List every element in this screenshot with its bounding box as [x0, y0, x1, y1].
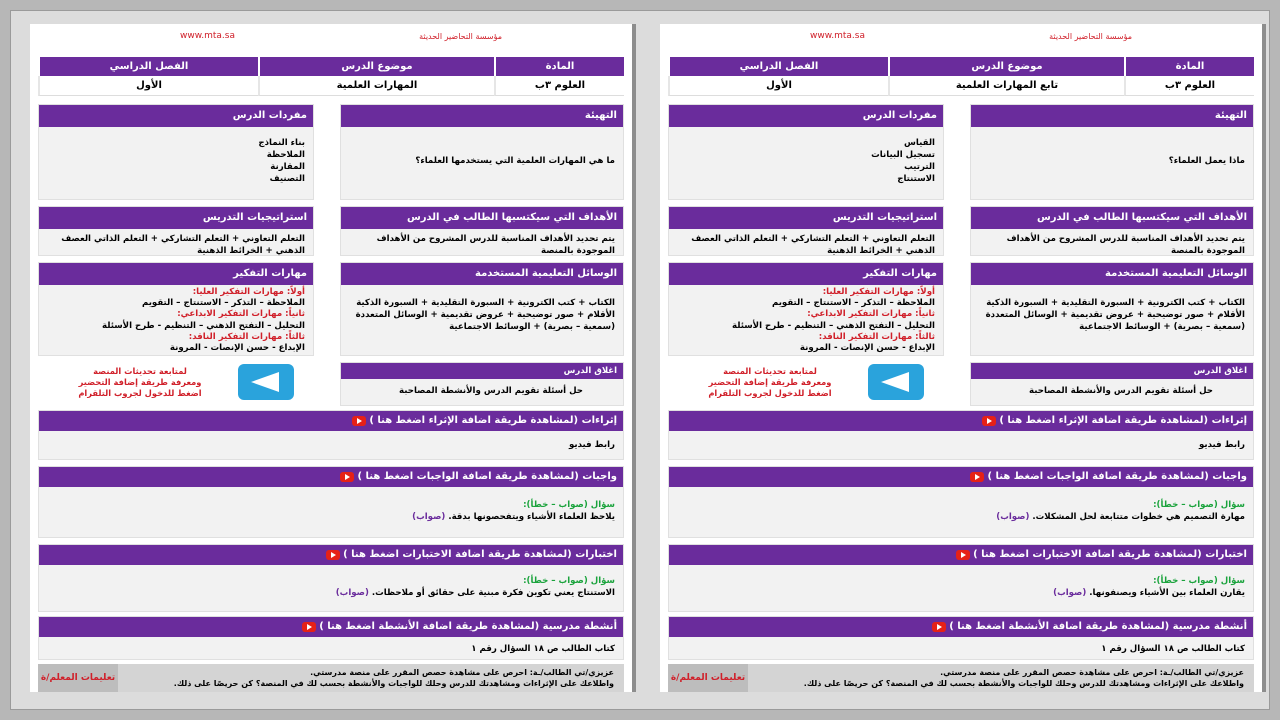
subject-header: المادة: [1124, 57, 1254, 76]
youtube-icon[interactable]: [956, 550, 970, 560]
youtube-icon[interactable]: [352, 416, 366, 426]
youtube-icon[interactable]: [340, 472, 354, 482]
subject-header: المادة: [494, 57, 624, 76]
answer-label: (صواب): [412, 512, 446, 522]
activities-text: كتاب الطالب ص ١٨ السؤال رقم ١: [471, 644, 615, 654]
vocab-title: مفردات الدرس: [669, 105, 943, 127]
goals-text: يتم تحديد الأهداف المناسبة للدرس المشروح من الأهداف الموجودة بالمنصة: [1006, 234, 1245, 256]
thinking-line: التحليل – التفتح الذهني – التنظيم - طرح الأسئلة: [732, 320, 935, 331]
intro-box: [970, 104, 1254, 200]
vocab-item: تسجيل البيانات: [871, 150, 935, 160]
info-header-row: [668, 57, 1254, 76]
instructions-label: تعليمات المعلم/ة: [38, 664, 118, 692]
semester-value: الأول: [668, 76, 888, 96]
enrich-title[interactable]: إثراءات (لمشاهدة طريقة اضافة الإثراء اضغط هنا ): [369, 415, 617, 426]
site-link[interactable]: www.mta.sa: [810, 31, 865, 41]
youtube-icon[interactable]: [326, 550, 340, 560]
intro-title: التهيئة: [341, 105, 623, 127]
vocab-item: القياس: [904, 138, 935, 148]
question-text: الاستنتاج يعني تكوين فكرة مبنية على حقائق أو ملاحظات.: [371, 588, 615, 598]
telegram-line: لمتابعة تحديثات المنصة: [93, 366, 187, 376]
thinking-line: الملاحظة – التذكر – الاستنتاج – التقويم: [771, 298, 935, 309]
enrich-section: [668, 410, 1254, 460]
topic-value: تابع المهارات العلمية: [888, 76, 1124, 96]
teacher-instructions: [668, 664, 1254, 692]
tests-section: [38, 544, 624, 612]
enrich-text: رابط فيديو: [1198, 440, 1245, 450]
telegram-line: اضغط للدخول لجروب التلقرام: [78, 388, 202, 398]
strategies-title: استراتيجيات التدريس: [39, 207, 313, 229]
thinking-line: الملاحظة – التذكر – الاستنتاج – التقويم: [141, 298, 305, 309]
vocab-item: الاستنتاج: [897, 174, 935, 184]
thinking-box: [668, 262, 944, 356]
answer-label: (صواب): [335, 588, 369, 598]
semester-header: الفصل الدراسي: [668, 57, 888, 76]
info-header-row: [38, 57, 624, 76]
thinking-line: الإبداع - حسن الإنصات - المرونة: [799, 343, 935, 354]
question-type: سؤال (صواب – خطأ):: [1153, 576, 1245, 586]
media-title: الوسائل التعليمية المستخدمة: [341, 263, 623, 285]
page-shadow: [632, 24, 636, 692]
vocab-item: الملاحظة: [266, 150, 305, 160]
vocab-item: التصنيف: [269, 174, 305, 184]
lesson-plan-page: [660, 24, 1262, 692]
vocab-item: الترتيب: [904, 162, 935, 172]
tests-title[interactable]: اختبارات (لمشاهدة طريقة اضافة الاختبارات اضغط هنا ): [973, 549, 1247, 560]
closing-box: [970, 362, 1254, 406]
activities-title[interactable]: أنشطة مدرسية (لمشاهدة طريقة اضافة الأنشطة اضغط هنا ): [949, 621, 1247, 632]
media-text: الكتاب + كتب الكترونية + السبورة التقليدية + السبورة الذكية الأقلام + صور توضيحية + عروض تقديمية + الوسائل المتعددة (سمعية – بصرية) + الوسائط الاجتماعية: [985, 298, 1245, 332]
telegram-icon[interactable]: [868, 364, 924, 400]
strategies-box: [668, 206, 944, 256]
answer-label: (صواب): [1053, 588, 1087, 598]
media-text: الكتاب + كتب الكترونية + السبورة التقليدية + السبورة الذكية الأقلام + صور توضيحية + عروض تقديمية + الوسائل المتعددة (سمعية – بصرية) + الوسائط الاجتماعية: [355, 298, 615, 332]
enrich-text: رابط فيديو: [568, 440, 615, 450]
thinking-line: ثانياً: مهارات التفكير الابداعي:: [807, 309, 935, 320]
question-text: يلاحظ العلماء الأشياء ويتفحصونها بدقة.: [448, 512, 615, 522]
youtube-icon[interactable]: [982, 416, 996, 426]
goals-box: [340, 206, 624, 256]
homework-title[interactable]: واجبات (لمشاهدة طريقة اضافة الواجبات اضغط هنا ): [357, 471, 617, 482]
intro-text: ما هي المهارات العلمية التي يستخدمها العلماء؟: [415, 156, 615, 166]
question-type: سؤال (صواب – خطأ):: [523, 500, 615, 510]
youtube-icon[interactable]: [970, 472, 984, 482]
homework-title[interactable]: واجبات (لمشاهدة طريقة اضافة الواجبات اضغط هنا ): [987, 471, 1247, 482]
vocab-box: [38, 104, 314, 200]
closing-text: حل أسئلة تقويم الدرس والأنشطة المصاحبة: [399, 386, 583, 396]
youtube-icon[interactable]: [302, 622, 316, 632]
topic-header: موضوع الدرس: [888, 57, 1124, 76]
youtube-icon[interactable]: [932, 622, 946, 632]
activities-text: كتاب الطالب ص ١٨ السؤال رقم ١: [1101, 644, 1245, 654]
answer-label: (صواب): [996, 512, 1030, 522]
tests-title[interactable]: اختبارات (لمشاهدة طريقة اضافة الاختبارات اضغط هنا ): [343, 549, 617, 560]
intro-box: [340, 104, 624, 200]
media-box: [970, 262, 1254, 356]
tests-section: [668, 544, 1254, 612]
closing-title: اغلاق الدرس: [971, 363, 1253, 379]
telegram-line: لمتابعة تحديثات المنصة: [723, 366, 817, 376]
activities-section: [38, 616, 624, 660]
strategies-box: [38, 206, 314, 256]
question-text: يقارن العلماء بين الأشياء ويصنفونها.: [1089, 588, 1245, 598]
goals-box: [970, 206, 1254, 256]
semester-value: الأول: [38, 76, 258, 96]
institution-name: مؤسسة التحاضير الحديثة: [419, 32, 502, 41]
telegram-line: ومعرفة طريقة إضافة التحضير: [78, 377, 202, 387]
topic-header: موضوع الدرس: [258, 57, 494, 76]
activities-section: [668, 616, 1254, 660]
homework-section: [668, 466, 1254, 538]
lesson-plan-page: [30, 24, 632, 692]
homework-section: [38, 466, 624, 538]
enrich-section: [38, 410, 624, 460]
strategies-text: التعلم التعاوني + التعلم التشاركي + التعلم الذاتي العصف الذهني + الخرائط الذهنية: [61, 234, 305, 256]
thinking-line: التحليل – التفتح الذهني – التنظيم - طرح الأسئلة: [102, 320, 305, 331]
thinking-line: الإبداع - حسن الإنصات - المرونة: [169, 343, 305, 354]
subject-value: العلوم ٣ب: [494, 76, 624, 96]
closing-box: [340, 362, 624, 406]
subject-value: العلوم ٣ب: [1124, 76, 1254, 96]
thinking-line: ثانياً: مهارات التفكير الابداعي:: [177, 309, 305, 320]
page-shadow: [1262, 24, 1266, 692]
activities-title[interactable]: أنشطة مدرسية (لمشاهدة طريقة اضافة الأنشطة اضغط هنا ): [319, 621, 617, 632]
vocab-item: بناء النماذج: [258, 138, 305, 148]
info-value-row: [38, 76, 624, 96]
intro-title: التهيئة: [971, 105, 1253, 127]
intro-text: ماذا يعمل العلماء؟: [1168, 156, 1245, 166]
goals-title: الأهداف التي سيكتسبها الطالب في الدرس: [341, 207, 623, 229]
goals-title: الأهداف التي سيكتسبها الطالب في الدرس: [971, 207, 1253, 229]
telegram-note[interactable]: [50, 366, 230, 399]
thinking-title: مهارات التفكير: [669, 263, 943, 285]
vocab-title: مفردات الدرس: [39, 105, 313, 127]
question-text: مهارة التصميم هي خطوات متتابعة لحل المشكلات.: [1032, 512, 1245, 522]
closing-text: حل أسئلة تقويم الدرس والأنشطة المصاحبة: [1029, 386, 1213, 396]
closing-title: اغلاق الدرس: [341, 363, 623, 379]
telegram-line: ومعرفة طريقة إضافة التحضير: [708, 377, 832, 387]
telegram-icon[interactable]: [238, 364, 294, 400]
strategies-text: التعلم التعاوني + التعلم التشاركي + التعلم الذاتي العصف الذهني + الخرائط الذهنية: [691, 234, 935, 256]
telegram-note[interactable]: [680, 366, 860, 399]
vocab-box: [668, 104, 944, 200]
enrich-title[interactable]: إثراءات (لمشاهدة طريقة اضافة الإثراء اضغط هنا ): [999, 415, 1247, 426]
instruction-line: عزيزي/تي الطالب/ـة: احرص على مشاهدة حصص المقرر على منصة مدرستي.: [310, 668, 614, 677]
goals-text: يتم تحديد الأهداف المناسبة للدرس المشروح من الأهداف الموجودة بالمنصة: [376, 234, 615, 256]
thinking-line: ثالثاً: مهارات التفكير الناقد:: [818, 331, 935, 342]
institution-name: مؤسسة التحاضير الحديثة: [1049, 32, 1132, 41]
instruction-line: عزيزي/تي الطالب/ـة: احرص على مشاهدة حصص المقرر على منصة مدرستي.: [940, 668, 1244, 677]
thinking-title: مهارات التفكير: [39, 263, 313, 285]
thinking-line: أولاً: مهارات التفكير العليا:: [192, 287, 305, 297]
telegram-line: اضغط للدخول لجروب التلقرام: [708, 388, 832, 398]
instruction-line: واطلاعك على الإثراءات ومشاهدتك للدرس وحلك للواجبات والأنشطة بحسب لك في المنصة؟ كن حريصًا على ذلك.: [173, 679, 614, 688]
teacher-instructions: [38, 664, 624, 692]
info-value-row: [668, 76, 1254, 96]
site-link[interactable]: www.mta.sa: [180, 31, 235, 41]
thinking-line: أولاً: مهارات التفكير العليا:: [822, 287, 935, 297]
media-box: [340, 262, 624, 356]
instructions-label: تعليمات المعلم/ة: [668, 664, 748, 692]
topic-value: المهارات العلمية: [258, 76, 494, 96]
question-type: سؤال (صواب – خطأ):: [1153, 500, 1245, 510]
instruction-line: واطلاعك على الإثراءات ومشاهدتك للدرس وحلك للواجبات والأنشطة بحسب لك في المنصة؟ كن حريصًا على ذلك.: [803, 679, 1244, 688]
media-title: الوسائل التعليمية المستخدمة: [971, 263, 1253, 285]
semester-header: الفصل الدراسي: [38, 57, 258, 76]
thinking-line: ثالثاً: مهارات التفكير الناقد:: [188, 331, 305, 342]
question-type: سؤال (صواب – خطأ):: [523, 576, 615, 586]
strategies-title: استراتيجيات التدريس: [669, 207, 943, 229]
vocab-item: المقارنة: [270, 162, 305, 172]
thinking-box: [38, 262, 314, 356]
